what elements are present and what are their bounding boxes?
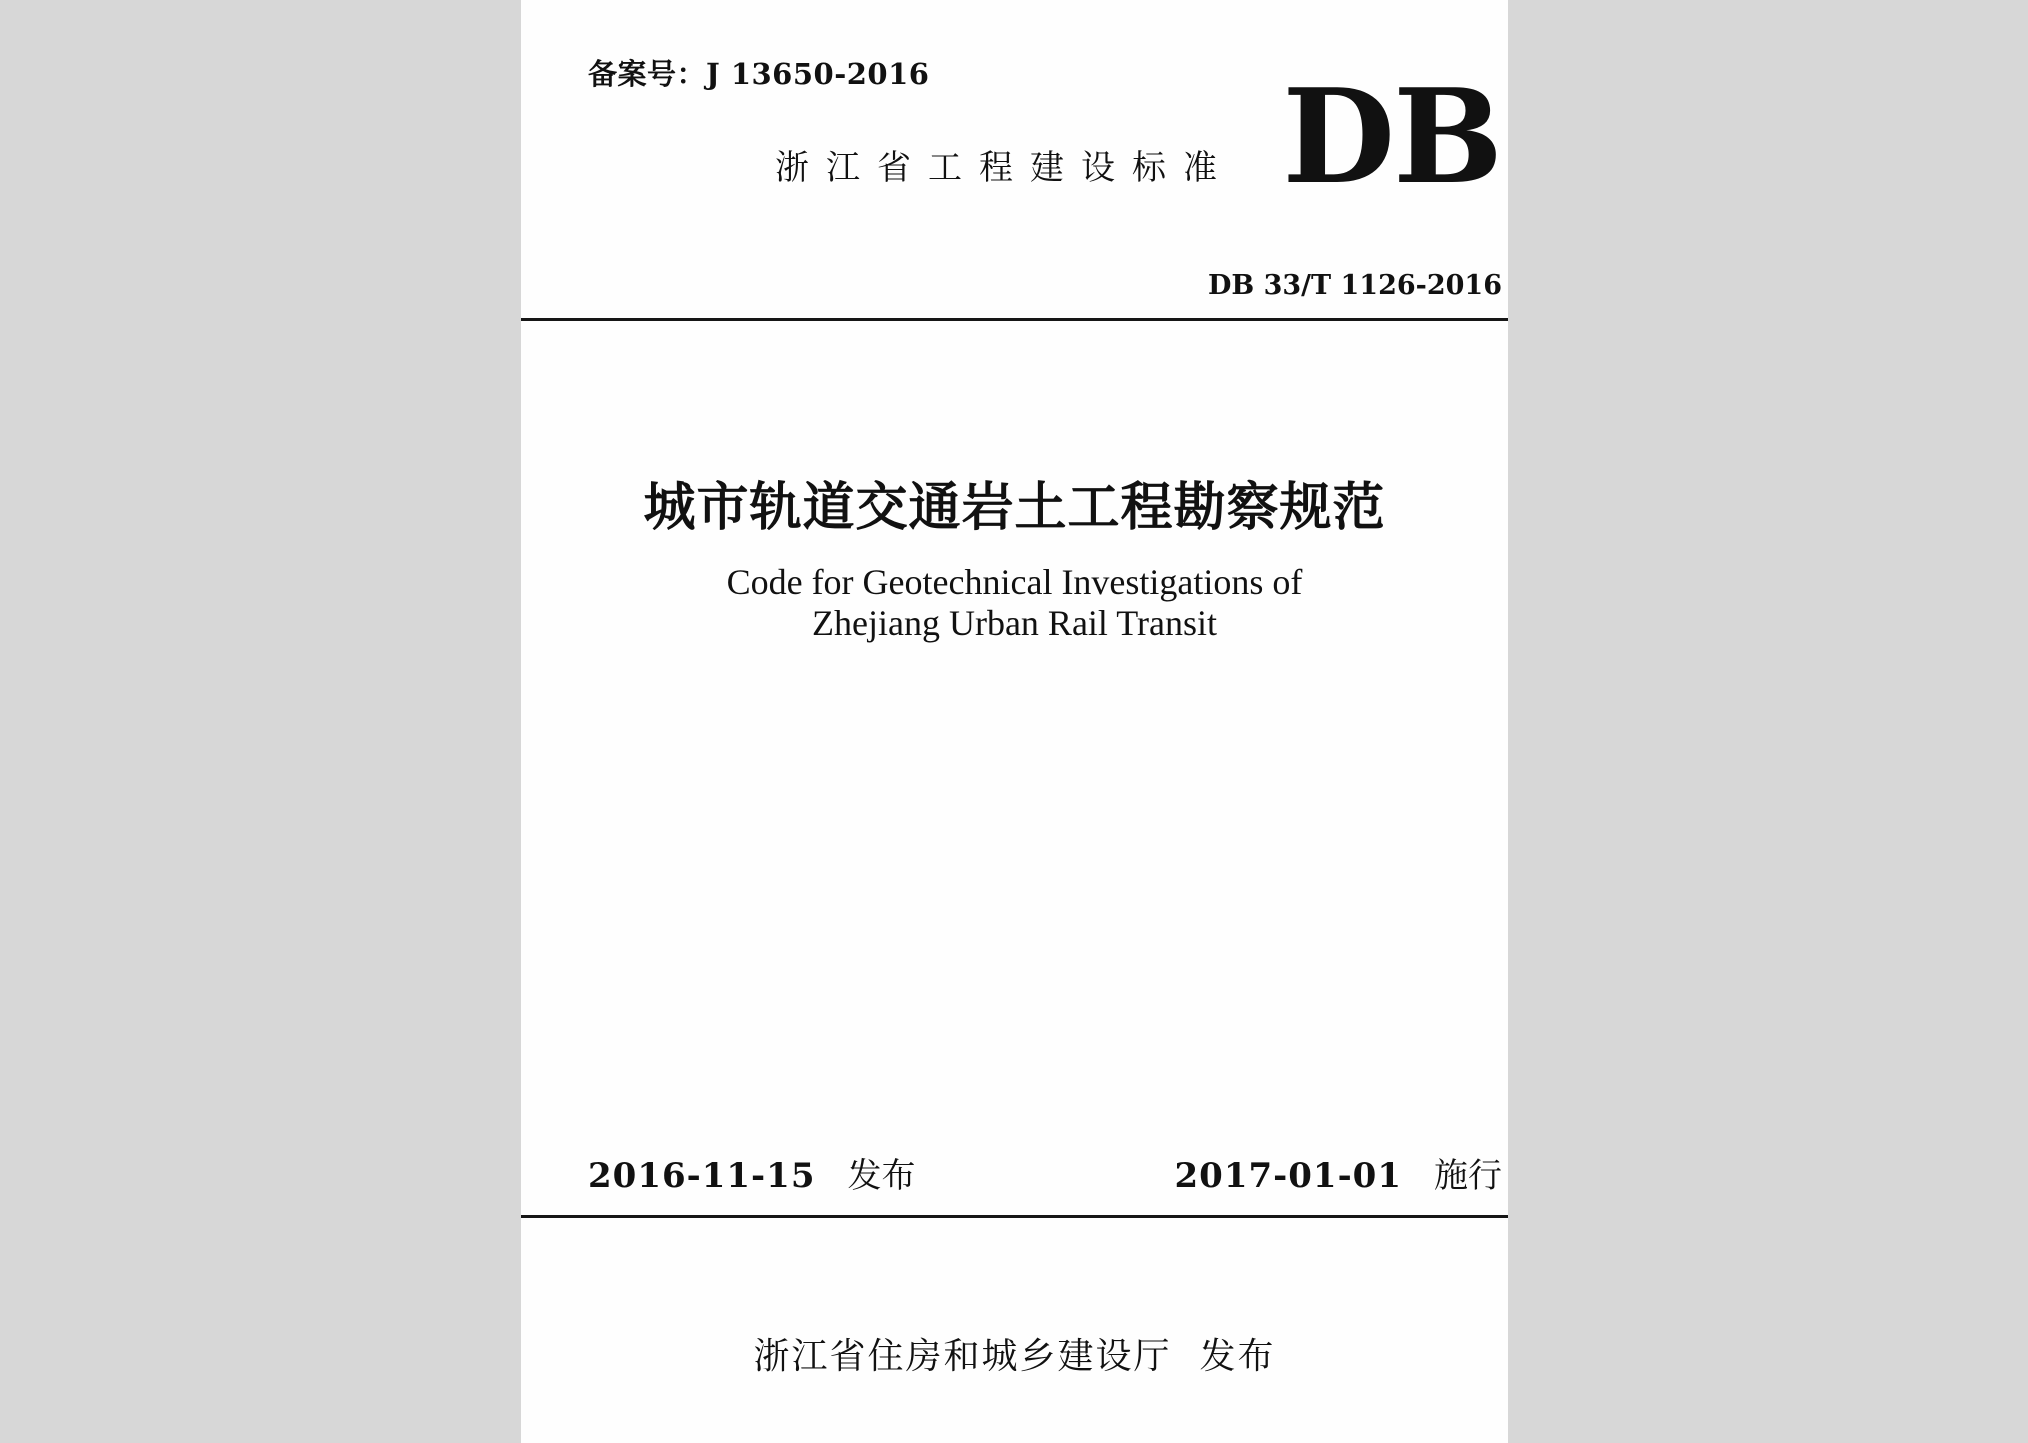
release-info bbox=[588, 1148, 915, 1197]
effective-label: 施行 bbox=[1434, 1156, 1502, 1196]
publisher bbox=[521, 1328, 1508, 1379]
release-date: 2016-11-15 bbox=[588, 1156, 816, 1196]
publisher-label: 发布 bbox=[1199, 1336, 1276, 1377]
effective-date: 2017-01-01 bbox=[1174, 1156, 1402, 1196]
title-chinese: 城市轨道交通岩土工程勘察规范 bbox=[643, 477, 1386, 538]
effective-info bbox=[1175, 1148, 1502, 1197]
title-english bbox=[521, 562, 1508, 644]
bottom-divider bbox=[521, 1215, 1508, 1218]
release-label: 发布 bbox=[847, 1156, 916, 1196]
title-english-line-2: Zhejiang Urban Rail Transit bbox=[812, 603, 1217, 643]
publisher-name: 浙江省住房和城乡建设厅 bbox=[753, 1336, 1172, 1377]
standard-category: 浙江省工程建设标准 bbox=[775, 148, 1234, 188]
top-divider bbox=[521, 318, 1508, 321]
title-english-line-1: Code for Geotechnical Investigations of bbox=[726, 562, 1303, 602]
standard-number: DB 33/T 1126-2016 bbox=[1207, 270, 1502, 301]
cover-page bbox=[521, 0, 1508, 1443]
filing-number: 备案号：J 13650-2016 bbox=[588, 57, 930, 91]
db-logo: DB bbox=[1282, 60, 1501, 213]
